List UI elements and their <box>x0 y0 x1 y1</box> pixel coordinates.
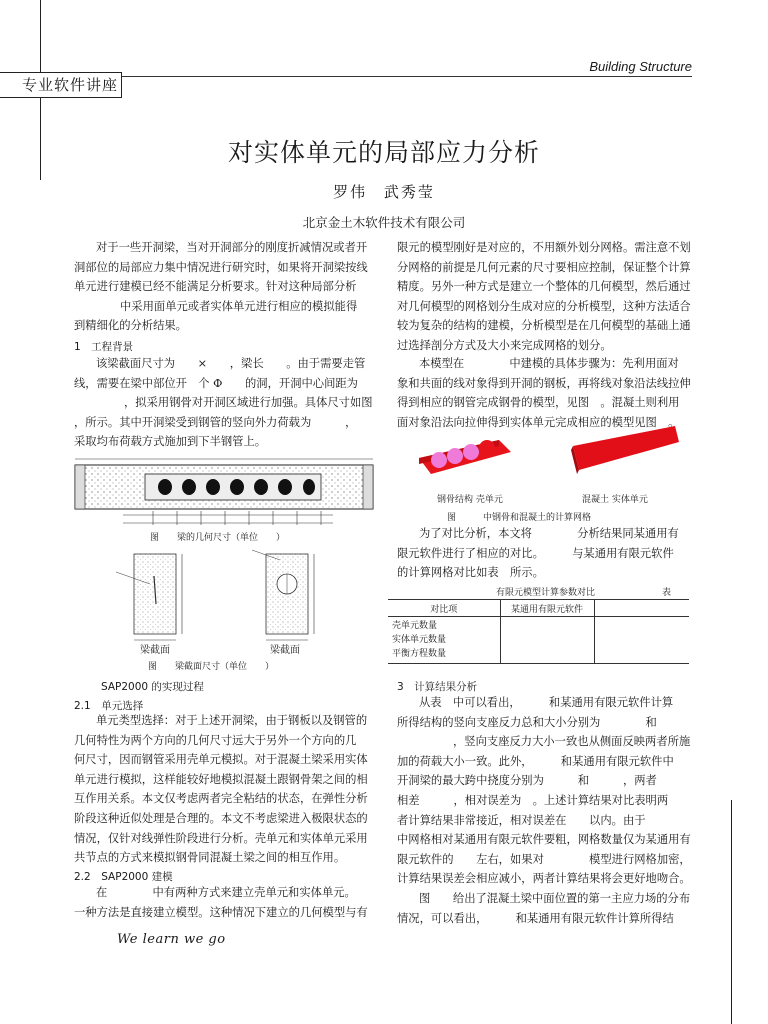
figure-3-caption: 图 中钢骨和混凝土的计算网格 <box>447 513 592 523</box>
model-paragraph: 在 中有两种方式来建立壳单元和实体单元。 一种方法是直接建立模型。这种情况下建立的几何模型与有 <box>74 886 368 919</box>
table-row: 平衡方程数量 <box>392 649 447 659</box>
mesh-model-figure <box>413 418 683 493</box>
section-heading-1: 1 工程背景 <box>74 341 134 353</box>
authors: 罗伟 武秀莹 <box>333 183 435 201</box>
section-heading-3: 3 计算结果分析 <box>397 681 478 693</box>
result-paragraph: 从表 中可以看出， 和某通用有限元软件计算 所得结构的竖向支座反力总和大小分别为 和 ，竖向支座反力大小一致也从侧面反映两者所施 加的荷载大小一致。此外， 和某通用有限元软件中 开洞梁的最大跨中挠度分别为 和 ，两者 相差 ，相对误差为 。上述计算结果对比表明两 者计算结果非常接近，相对误差在 以内。由于 中网格相对某通用有限元软件要粗，网格数量仅为某通用有 限元软件的 左右，如果对 模型进行网格加密， 计算结果误差会相应减小，两者计算结果将会更好地吻合。 图 给出了混凝土梁中面位置的第一主应力场的分布 情况，可以看出， 和某通用有限元软件计算所得结 <box>397 696 691 925</box>
section-b-label: 梁截面 <box>270 645 300 656</box>
table-header <box>594 600 689 617</box>
paper-title: 对实体单元的局部应力分析 <box>227 138 540 167</box>
right-paragraph-3: 为了对比分析，本文将 分析结果同某通用有 限元软件进行了相应的对比。 与某通用有限元软件 的计算网格对比如表 所示。 <box>397 527 679 580</box>
right-paragraph-2: 本模型在 中建模的具体步骤为：先利用面对 象和共面的线对象得到开洞的钢板，再将线对象沿法线拉伸 得到相应的钢管完成钢骨的模型，见图 。混凝土则利用 面对象沿法向拉伸得到实体单元完成相应的模型见图 。 <box>397 357 691 429</box>
concrete-solid-label: 混凝土 实体单元 <box>582 495 648 505</box>
header-rule <box>120 76 692 77</box>
table-row: 实体单元数量 <box>392 635 447 645</box>
beam-section-figure <box>112 546 332 656</box>
element-paragraph: 单元类型选择：对于上述开洞梁，由于钢板以及钢管的 几何特性为两个方向的几何尺寸远大于另外一个方向的几 何尺寸，因而钢管采用壳单元模拟。对于混凝土梁采用实体 单元进行模拟，这样能较好地模拟混凝土跟钢骨架之间的相 互作用关系。本文仅考虑两者完全粘结的状态，在弹性分析 阶段这种近似处理是合理的。本文不考虑梁进入极限状态的 情况，仅针对线弹性阶段进行分析。壳单元和实体单元采用 共节点的方式来模拟钢骨同混凝土梁之间的相互作用。 <box>74 714 368 865</box>
intro-paragraph: 对于一些开洞梁，当对开洞部分的刚度折减情况或者开 洞部位的局部应力集中情况进行研究时，如果将开洞梁按线 单元进行建模已经不能满足分析要求。针对这种局部分析 中采用面单元或者实体单元进行相应的模拟能得 到精细化的分析结果。 <box>74 241 368 333</box>
footer-slogan: We learn we go <box>117 932 226 947</box>
figure-2-caption: 图 梁截面尺寸（单位 ） <box>148 662 275 672</box>
section-a-label: 梁截面 <box>140 645 170 656</box>
section-heading-2: SAP2000 的实现过程 <box>101 681 204 693</box>
table-row: 壳单元数量 <box>392 621 438 631</box>
comparison-table <box>388 599 689 664</box>
journal-name: Building Structure <box>589 59 692 74</box>
section-tag: 专业软件讲座 <box>0 72 122 98</box>
margin-rule-bottom <box>731 800 732 1024</box>
section-heading-2-2: 2.2 SAP2000 建模 <box>74 871 173 883</box>
table-number: 表 <box>662 588 672 598</box>
table-header: 某通用有限元软件 <box>500 600 594 617</box>
affiliation: 北京金土木软件技术有限公司 <box>302 215 466 230</box>
figure-1-caption: 图 梁的几何尺寸（单位 ） <box>150 533 286 543</box>
table-cell <box>500 617 594 664</box>
table-row-labels <box>388 617 500 664</box>
table-header: 对比项 <box>388 600 500 617</box>
background-paragraph: 该梁截面尺寸为 × ，梁长 。由于需要走管 线，需要在梁中部位开 个 Φ 的洞，开洞中心间距为 ，拟采用钢骨对开洞区域进行加强。具体尺寸如图 ，所示。其中开洞梁受到钢管的竖向外力荷载为 ， 采取均布荷载方式施加到下半钢管上。 <box>74 357 373 449</box>
section-heading-2-1: 2.1 单元选择 <box>74 700 144 712</box>
table-cell <box>594 617 689 664</box>
beam-geometry-figure <box>73 455 376 530</box>
right-paragraph-1: 限元的模型刚好是对应的，不用额外划分网格。需注意不划 分网格的前提是几何元素的尺寸要相应控制，保证整个计算 精度。另外一种方式是建立一个整体的几何模型，然后通过 对几何模型的网格划分生成对应的分析模型，这种方法适合 较为复杂的结构的建模，分析模型是在几何模型的基础上通 过选择剖分方式及大小来完成网格的划分。 <box>397 241 691 352</box>
table-title: 有限元模型计算参数对比 <box>496 588 596 598</box>
steel-shell-label: 钢骨结构 壳单元 <box>437 495 503 505</box>
